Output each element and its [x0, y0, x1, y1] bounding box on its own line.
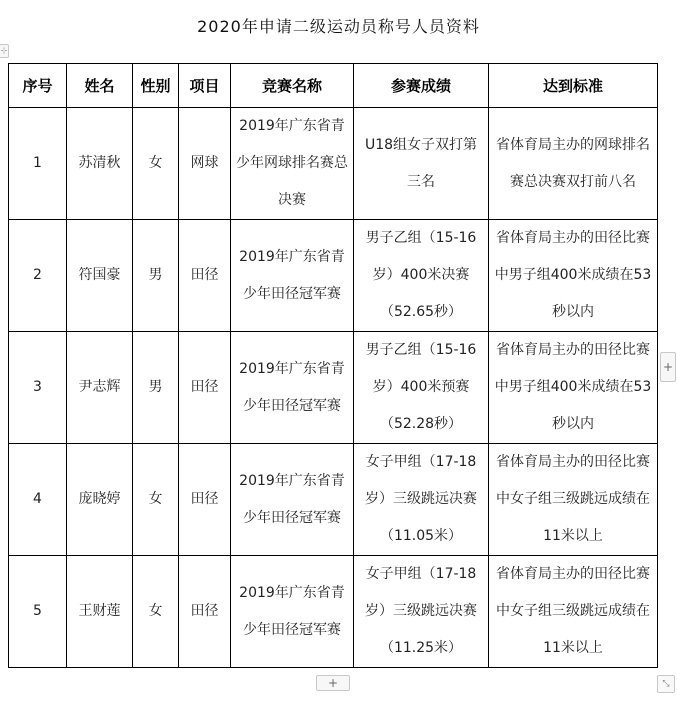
cell-competition[interactable]: 2019年广东省青少年田径冠军赛 [231, 556, 354, 668]
cell-standard[interactable]: 省体育局主办的田径比赛中男子组400米成绩在53秒以内 [489, 220, 658, 332]
cell-event[interactable]: 田径 [179, 556, 231, 668]
cell-gender[interactable]: 女 [133, 108, 179, 220]
table-row [9, 220, 658, 332]
cell-index[interactable]: 3 [9, 332, 67, 444]
cell-index[interactable]: 2 [9, 220, 67, 332]
document-title: 2020年申请二级运动员称号人员资料 [197, 17, 480, 36]
cell-standard[interactable]: 省体育局主办的田径比赛中男子组400米成绩在53秒以内 [489, 332, 658, 444]
header-name: 姓名 [67, 64, 133, 108]
add-column-button[interactable]: + [660, 352, 676, 382]
header-result: 参赛成绩 [354, 64, 489, 108]
cell-name[interactable]: 苏清秋 [67, 108, 133, 220]
header-competition: 竞赛名称 [231, 64, 354, 108]
header-event: 项目 [179, 64, 231, 108]
cell-standard[interactable]: 省体育局主办的田径比赛中女子组三级跳远成绩在11米以上 [489, 444, 658, 556]
cell-result[interactable]: 女子甲组（17-18岁）三级跳远决赛（11.25米） [354, 556, 489, 668]
cell-index[interactable]: 1 [9, 108, 67, 220]
cell-result[interactable]: 男子乙组（15-16岁）400米预赛（52.28秒） [354, 332, 489, 444]
table-row [9, 556, 658, 668]
header-gender: 性别 [133, 64, 179, 108]
cell-name[interactable]: 王财莲 [67, 556, 133, 668]
cell-name[interactable]: 尹志辉 [67, 332, 133, 444]
cell-standard[interactable]: 省体育局主办的田径比赛中女子组三级跳远成绩在11米以上 [489, 556, 658, 668]
cell-index[interactable]: 5 [9, 556, 67, 668]
table-row [9, 444, 658, 556]
cell-name[interactable]: 符国豪 [67, 220, 133, 332]
cell-name[interactable]: 庞晓婷 [67, 444, 133, 556]
cell-result[interactable]: 女子甲组（17-18岁）三级跳远决赛（11.05米） [354, 444, 489, 556]
table-resize-handle-icon[interactable]: ⤡ [657, 675, 675, 693]
table-row [9, 332, 658, 444]
header-standard: 达到标准 [489, 64, 658, 108]
athlete-table [8, 63, 658, 668]
cell-gender[interactable]: 男 [133, 332, 179, 444]
cell-competition[interactable]: 2019年广东省青少年田径冠军赛 [231, 220, 354, 332]
cell-gender[interactable]: 女 [133, 444, 179, 556]
header-index: 序号 [9, 64, 67, 108]
cell-event[interactable]: 网球 [179, 108, 231, 220]
table-row [9, 108, 658, 220]
cell-gender[interactable]: 女 [133, 556, 179, 668]
cell-result[interactable]: U18组女子双打第三名 [354, 108, 489, 220]
cell-competition[interactable]: 2019年广东省青少年田径冠军赛 [231, 332, 354, 444]
cell-event[interactable]: 田径 [179, 332, 231, 444]
cell-event[interactable]: 田径 [179, 220, 231, 332]
cell-competition[interactable]: 2019年广东省青少年网球排名赛总决赛 [231, 108, 354, 220]
cell-event[interactable]: 田径 [179, 444, 231, 556]
cell-index[interactable]: 4 [9, 444, 67, 556]
table-move-handle-icon[interactable]: ⊹ [0, 44, 9, 58]
cell-result[interactable]: 男子乙组（15-16岁）400米决赛（52.65秒） [354, 220, 489, 332]
cell-standard[interactable]: 省体育局主办的网球排名赛总决赛双打前八名 [489, 108, 658, 220]
cell-competition[interactable]: 2019年广东省青少年田径冠军赛 [231, 444, 354, 556]
add-row-button[interactable]: + [316, 675, 350, 691]
cell-gender[interactable]: 男 [133, 220, 179, 332]
table-header-row [9, 64, 658, 108]
